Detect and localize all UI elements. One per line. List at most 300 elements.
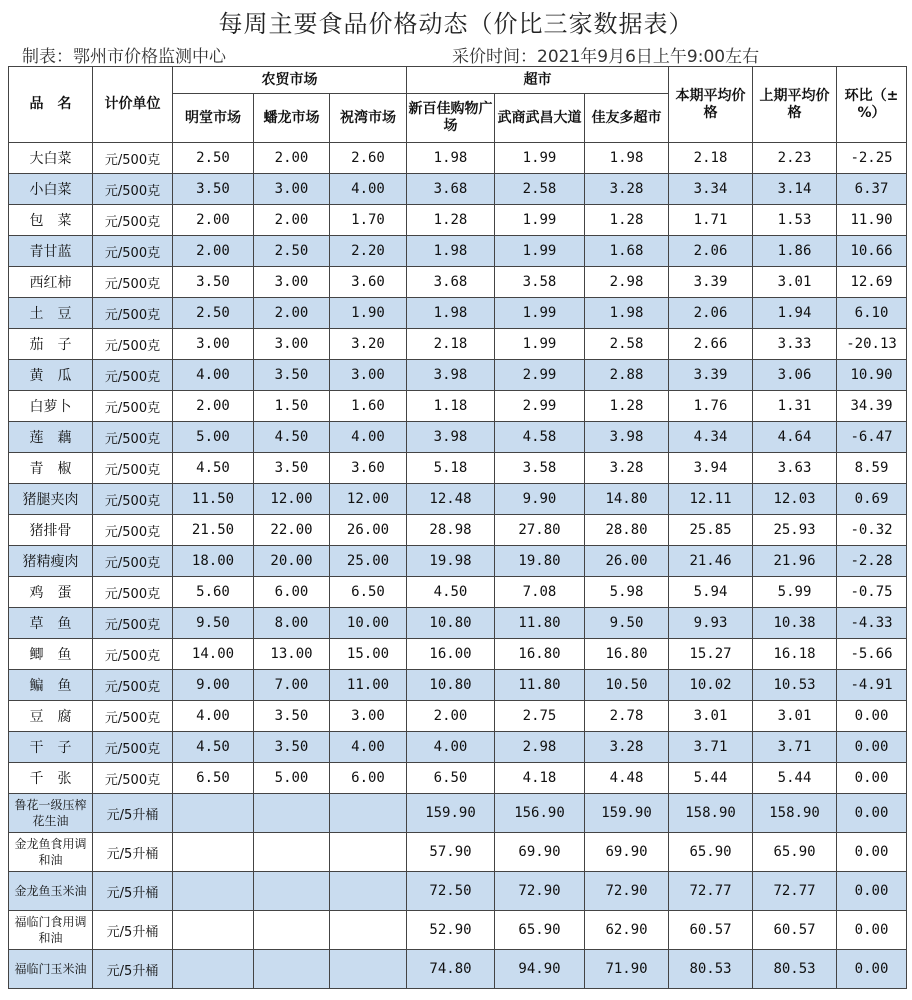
price-panlong: [254, 794, 330, 833]
table-row: [9, 391, 907, 422]
price-panlong: [254, 833, 330, 872]
price-panlong: [254, 872, 330, 911]
ratio: 0.00: [837, 872, 907, 911]
item-name: 猪排骨: [9, 515, 93, 546]
price-wushang: 69.90: [495, 833, 585, 872]
item-unit: 元/500克: [93, 701, 173, 732]
avg-prev: 3.71: [753, 732, 837, 763]
price-jiayouduo: 2.58: [585, 329, 669, 360]
item-name: 金龙鱼玉米油: [9, 872, 93, 911]
price-wushang: 2.75: [495, 701, 585, 732]
ratio: 10.90: [837, 360, 907, 391]
ratio: -2.25: [837, 143, 907, 174]
table-row: [9, 515, 907, 546]
price-jiayouduo: 72.90: [585, 872, 669, 911]
price-jiayouduo: 2.98: [585, 267, 669, 298]
price-panlong: 3.00: [254, 267, 330, 298]
table-row: [9, 670, 907, 701]
avg-prev: 1.53: [753, 205, 837, 236]
table-row: [9, 174, 907, 205]
price-panlong: 2.00: [254, 298, 330, 329]
item-unit: 元/500克: [93, 360, 173, 391]
price-wushang: 7.08: [495, 577, 585, 608]
item-name: 福临门玉米油: [9, 950, 93, 989]
header-super-1: 新百佳购物广场: [407, 94, 495, 143]
item-unit: 元/500克: [93, 763, 173, 794]
ratio: 0.00: [837, 732, 907, 763]
avg-prev: 1.86: [753, 236, 837, 267]
item-name: 鲁花一级压榨花生油: [9, 794, 93, 833]
item-name: 猪精瘦肉: [9, 546, 93, 577]
price-jiayouduo: 28.80: [585, 515, 669, 546]
ratio: -2.28: [837, 546, 907, 577]
header-farm-markets: 农贸市场: [173, 67, 407, 94]
item-name: 包 菜: [9, 205, 93, 236]
item-name: 大白菜: [9, 143, 93, 174]
price-jiayouduo: 3.28: [585, 453, 669, 484]
avg-now: 2.66: [669, 329, 753, 360]
price-wushang: 27.80: [495, 515, 585, 546]
price-xinbaijia: 72.50: [407, 872, 495, 911]
price-xinbaijia: 4.50: [407, 577, 495, 608]
item-unit: 元/5升桶: [93, 950, 173, 989]
price-panlong: 12.00: [254, 484, 330, 515]
price-panlong: 3.00: [254, 174, 330, 205]
table-row: [9, 143, 907, 174]
price-wushang: 3.58: [495, 453, 585, 484]
avg-now: 1.71: [669, 205, 753, 236]
header-name: 品 名: [9, 67, 93, 143]
price-zhuwan: 3.00: [330, 360, 407, 391]
table-row: [9, 732, 907, 763]
price-mingtang: 9.00: [173, 670, 254, 701]
price-panlong: [254, 911, 330, 950]
price-panlong: 22.00: [254, 515, 330, 546]
price-jiayouduo: 1.28: [585, 205, 669, 236]
ratio: 8.59: [837, 453, 907, 484]
price-xinbaijia: 1.98: [407, 143, 495, 174]
price-xinbaijia: 3.68: [407, 174, 495, 205]
price-jiayouduo: 9.50: [585, 608, 669, 639]
price-jiayouduo: 69.90: [585, 833, 669, 872]
avg-now: 60.57: [669, 911, 753, 950]
item-unit: 元/500克: [93, 639, 173, 670]
avg-now: 158.90: [669, 794, 753, 833]
table-row: [9, 205, 907, 236]
item-name: 莲 藕: [9, 422, 93, 453]
item-unit: 元/500克: [93, 422, 173, 453]
price-wushang: 4.58: [495, 422, 585, 453]
price-mingtang: [173, 833, 254, 872]
price-xinbaijia: 1.18: [407, 391, 495, 422]
item-name: 豆 腐: [9, 701, 93, 732]
item-name: 青 椒: [9, 453, 93, 484]
avg-prev: 1.94: [753, 298, 837, 329]
item-unit: 元/5升桶: [93, 794, 173, 833]
header-super-2: 武商武昌大道: [495, 94, 585, 143]
page-title: 每周主要食品价格动态（价比三家数据表）: [218, 10, 694, 38]
price-xinbaijia: 3.98: [407, 360, 495, 391]
item-unit: 元/500克: [93, 515, 173, 546]
item-unit: 元/500克: [93, 205, 173, 236]
price-wushang: 65.90: [495, 911, 585, 950]
avg-prev: 3.63: [753, 453, 837, 484]
price-panlong: 4.50: [254, 422, 330, 453]
avg-now: 15.27: [669, 639, 753, 670]
table-row: [9, 763, 907, 794]
price-mingtang: 18.00: [173, 546, 254, 577]
price-zhuwan: [330, 833, 407, 872]
item-unit: 元/5升桶: [93, 833, 173, 872]
price-jiayouduo: 1.98: [585, 298, 669, 329]
table-row: [9, 236, 907, 267]
avg-now: 3.71: [669, 732, 753, 763]
price-panlong: 2.00: [254, 143, 330, 174]
item-unit: 元/500克: [93, 577, 173, 608]
avg-prev: 1.31: [753, 391, 837, 422]
avg-prev: 10.53: [753, 670, 837, 701]
item-name: 福临门食用调和油: [9, 911, 93, 950]
price-panlong: 3.50: [254, 732, 330, 763]
price-wushang: 2.99: [495, 391, 585, 422]
avg-prev: 65.90: [753, 833, 837, 872]
price-panlong: 8.00: [254, 608, 330, 639]
price-mingtang: 4.50: [173, 732, 254, 763]
item-name: 鲫 鱼: [9, 639, 93, 670]
price-mingtang: 2.50: [173, 143, 254, 174]
item-unit: 元/500克: [93, 174, 173, 205]
price-mingtang: 21.50: [173, 515, 254, 546]
price-jiayouduo: 1.28: [585, 391, 669, 422]
avg-prev: 3.01: [753, 267, 837, 298]
price-xinbaijia: 28.98: [407, 515, 495, 546]
table-row: [9, 639, 907, 670]
price-wushang: 16.80: [495, 639, 585, 670]
price-jiayouduo: 2.88: [585, 360, 669, 391]
price-mingtang: [173, 911, 254, 950]
item-unit: 元/500克: [93, 732, 173, 763]
price-jiayouduo: 26.00: [585, 546, 669, 577]
item-name: 青甘蓝: [9, 236, 93, 267]
avg-now: 2.06: [669, 298, 753, 329]
avg-prev: 60.57: [753, 911, 837, 950]
price-zhuwan: [330, 794, 407, 833]
price-wushang: 9.90: [495, 484, 585, 515]
table-body: [9, 143, 907, 989]
table-row: [9, 608, 907, 639]
item-unit: 元/5升桶: [93, 872, 173, 911]
price-mingtang: 4.00: [173, 701, 254, 732]
price-mingtang: 3.50: [173, 267, 254, 298]
price-jiayouduo: 3.28: [585, 174, 669, 205]
price-wushang: 72.90: [495, 872, 585, 911]
header-avg-prev: 上期平均价格: [753, 67, 837, 143]
price-xinbaijia: 12.48: [407, 484, 495, 515]
avg-prev: 3.01: [753, 701, 837, 732]
price-wushang: 156.90: [495, 794, 585, 833]
price-zhuwan: [330, 950, 407, 989]
price-wushang: 1.99: [495, 329, 585, 360]
price-panlong: 2.50: [254, 236, 330, 267]
item-unit: 元/500克: [93, 608, 173, 639]
price-zhuwan: 11.00: [330, 670, 407, 701]
item-unit: 元/500克: [93, 546, 173, 577]
price-jiayouduo: 3.28: [585, 732, 669, 763]
table-row: [9, 577, 907, 608]
header-market-2: 蟠龙市场: [254, 94, 330, 143]
price-panlong: 1.50: [254, 391, 330, 422]
avg-prev: 158.90: [753, 794, 837, 833]
table-row: [9, 267, 907, 298]
ratio: -4.91: [837, 670, 907, 701]
header-avg-now: 本期平均价格: [669, 67, 753, 143]
price-panlong: 3.50: [254, 360, 330, 391]
price-mingtang: 11.50: [173, 484, 254, 515]
table-row: [9, 453, 907, 484]
price-xinbaijia: 1.28: [407, 205, 495, 236]
ratio: 10.66: [837, 236, 907, 267]
table-row: [9, 484, 907, 515]
price-panlong: 3.50: [254, 701, 330, 732]
avg-prev: 72.77: [753, 872, 837, 911]
item-unit: 元/500克: [93, 329, 173, 360]
price-xinbaijia: 3.68: [407, 267, 495, 298]
item-name: 猪腿夹肉: [9, 484, 93, 515]
maker-label: 制表：鄂州市价格监测中心: [22, 47, 226, 67]
price-xinbaijia: 159.90: [407, 794, 495, 833]
table-row: [9, 546, 907, 577]
price-wushang: 2.99: [495, 360, 585, 391]
item-name: 白萝卜: [9, 391, 93, 422]
ratio: -0.75: [837, 577, 907, 608]
ratio: 0.00: [837, 911, 907, 950]
price-mingtang: 5.60: [173, 577, 254, 608]
table-row: [9, 701, 907, 732]
price-table: [8, 66, 907, 989]
price-mingtang: 3.50: [173, 174, 254, 205]
table-row: [9, 422, 907, 453]
avg-now: 80.53: [669, 950, 753, 989]
item-unit: 元/500克: [93, 391, 173, 422]
price-wushang: 1.99: [495, 143, 585, 174]
avg-now: 2.06: [669, 236, 753, 267]
ratio: 6.37: [837, 174, 907, 205]
header-supermarkets: 超市: [407, 67, 669, 94]
avg-now: 12.11: [669, 484, 753, 515]
price-mingtang: 4.00: [173, 360, 254, 391]
avg-now: 5.44: [669, 763, 753, 794]
price-wushang: 3.58: [495, 267, 585, 298]
header-super-3: 佳友多超市: [585, 94, 669, 143]
price-zhuwan: 1.70: [330, 205, 407, 236]
header-unit: 计价单位: [93, 67, 173, 143]
avg-prev: 80.53: [753, 950, 837, 989]
price-jiayouduo: 62.90: [585, 911, 669, 950]
item-unit: 元/500克: [93, 484, 173, 515]
price-xinbaijia: 10.80: [407, 608, 495, 639]
price-jiayouduo: 1.98: [585, 143, 669, 174]
price-mingtang: 2.50: [173, 298, 254, 329]
price-panlong: 3.50: [254, 453, 330, 484]
item-name: 干 子: [9, 732, 93, 763]
avg-prev: 5.99: [753, 577, 837, 608]
price-panlong: 20.00: [254, 546, 330, 577]
price-wushang: 11.80: [495, 608, 585, 639]
price-zhuwan: 1.60: [330, 391, 407, 422]
ratio: 34.39: [837, 391, 907, 422]
price-wushang: 2.98: [495, 732, 585, 763]
price-xinbaijia: 57.90: [407, 833, 495, 872]
price-zhuwan: 10.00: [330, 608, 407, 639]
avg-prev: 4.64: [753, 422, 837, 453]
price-mingtang: [173, 950, 254, 989]
avg-now: 1.76: [669, 391, 753, 422]
avg-now: 3.39: [669, 360, 753, 391]
item-name: 西红柿: [9, 267, 93, 298]
price-zhuwan: 26.00: [330, 515, 407, 546]
price-xinbaijia: 1.98: [407, 298, 495, 329]
price-mingtang: [173, 872, 254, 911]
header-ratio: 环比（±%）: [837, 67, 907, 143]
price-zhuwan: 6.00: [330, 763, 407, 794]
price-xinbaijia: 16.00: [407, 639, 495, 670]
item-unit: 元/500克: [93, 236, 173, 267]
price-xinbaijia: 2.00: [407, 701, 495, 732]
table-row: [9, 329, 907, 360]
item-name: 土 豆: [9, 298, 93, 329]
price-wushang: 1.99: [495, 205, 585, 236]
price-xinbaijia: 74.80: [407, 950, 495, 989]
price-wushang: 94.90: [495, 950, 585, 989]
price-xinbaijia: 2.18: [407, 329, 495, 360]
header-market-1: 明堂市场: [173, 94, 254, 143]
avg-prev: 3.33: [753, 329, 837, 360]
price-mingtang: 2.00: [173, 236, 254, 267]
item-name: 鸡 蛋: [9, 577, 93, 608]
ratio: 0.00: [837, 833, 907, 872]
ratio: -6.47: [837, 422, 907, 453]
price-zhuwan: [330, 872, 407, 911]
item-unit: 元/500克: [93, 453, 173, 484]
price-xinbaijia: 1.98: [407, 236, 495, 267]
avg-now: 72.77: [669, 872, 753, 911]
ratio: 0.00: [837, 701, 907, 732]
avg-now: 21.46: [669, 546, 753, 577]
table-row: [9, 950, 907, 989]
price-zhuwan: 1.90: [330, 298, 407, 329]
item-name: 黄 瓜: [9, 360, 93, 391]
item-name: 千 张: [9, 763, 93, 794]
table-row: [9, 360, 907, 391]
price-zhuwan: 3.00: [330, 701, 407, 732]
ratio: 0.00: [837, 794, 907, 833]
ratio: 6.10: [837, 298, 907, 329]
avg-prev: 21.96: [753, 546, 837, 577]
table-row: [9, 298, 907, 329]
table-row: [9, 872, 907, 911]
ratio: 0.69: [837, 484, 907, 515]
price-jiayouduo: 10.50: [585, 670, 669, 701]
price-panlong: 13.00: [254, 639, 330, 670]
item-name: 小白菜: [9, 174, 93, 205]
price-panlong: [254, 950, 330, 989]
price-jiayouduo: 16.80: [585, 639, 669, 670]
item-unit: 元/500克: [93, 143, 173, 174]
avg-prev: 2.23: [753, 143, 837, 174]
price-jiayouduo: 3.98: [585, 422, 669, 453]
price-zhuwan: 3.20: [330, 329, 407, 360]
ratio: 0.00: [837, 950, 907, 989]
avg-now: 4.34: [669, 422, 753, 453]
price-mingtang: 3.00: [173, 329, 254, 360]
price-jiayouduo: 71.90: [585, 950, 669, 989]
price-xinbaijia: 3.98: [407, 422, 495, 453]
price-panlong: 5.00: [254, 763, 330, 794]
price-jiayouduo: 14.80: [585, 484, 669, 515]
ratio: -20.13: [837, 329, 907, 360]
price-jiayouduo: 2.78: [585, 701, 669, 732]
table-row: [9, 794, 907, 833]
item-name: 金龙鱼食用调和油: [9, 833, 93, 872]
price-wushang: 19.80: [495, 546, 585, 577]
ratio: 11.90: [837, 205, 907, 236]
avg-prev: 16.18: [753, 639, 837, 670]
price-mingtang: 2.00: [173, 391, 254, 422]
price-zhuwan: 25.00: [330, 546, 407, 577]
item-unit: 元/500克: [93, 298, 173, 329]
avg-now: 25.85: [669, 515, 753, 546]
item-unit: 元/500克: [93, 267, 173, 298]
item-name: 茄 子: [9, 329, 93, 360]
item-unit: 元/5升桶: [93, 911, 173, 950]
price-panlong: 6.00: [254, 577, 330, 608]
price-xinbaijia: 6.50: [407, 763, 495, 794]
item-unit: 元/500克: [93, 670, 173, 701]
price-mingtang: 4.50: [173, 453, 254, 484]
price-jiayouduo: 5.98: [585, 577, 669, 608]
price-wushang: 1.99: [495, 298, 585, 329]
avg-prev: 5.44: [753, 763, 837, 794]
avg-now: 65.90: [669, 833, 753, 872]
avg-now: 10.02: [669, 670, 753, 701]
price-xinbaijia: 10.80: [407, 670, 495, 701]
avg-now: 3.34: [669, 174, 753, 205]
price-time-label: 采价时间：2021年9月6日上午9:00左右: [452, 47, 760, 67]
price-xinbaijia: 5.18: [407, 453, 495, 484]
avg-now: 3.39: [669, 267, 753, 298]
price-mingtang: 5.00: [173, 422, 254, 453]
avg-now: 3.01: [669, 701, 753, 732]
item-name: 草 鱼: [9, 608, 93, 639]
price-jiayouduo: 4.48: [585, 763, 669, 794]
price-zhuwan: 3.60: [330, 267, 407, 298]
price-zhuwan: 6.50: [330, 577, 407, 608]
header-market-3: 祝湾市场: [330, 94, 407, 143]
price-zhuwan: 2.60: [330, 143, 407, 174]
avg-prev: 10.38: [753, 608, 837, 639]
price-mingtang: 14.00: [173, 639, 254, 670]
price-mingtang: [173, 794, 254, 833]
price-zhuwan: 4.00: [330, 732, 407, 763]
ratio: -0.32: [837, 515, 907, 546]
price-xinbaijia: 19.98: [407, 546, 495, 577]
price-wushang: 2.58: [495, 174, 585, 205]
table-row: [9, 833, 907, 872]
avg-now: 3.94: [669, 453, 753, 484]
price-zhuwan: 12.00: [330, 484, 407, 515]
price-jiayouduo: 159.90: [585, 794, 669, 833]
price-wushang: 4.18: [495, 763, 585, 794]
